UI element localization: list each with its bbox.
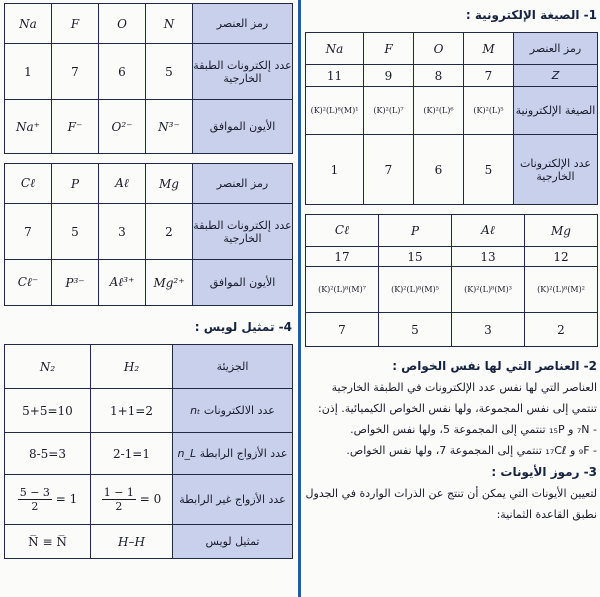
cell: 7 — [306, 313, 379, 347]
cell: N̅ ≡ N̅ — [5, 525, 91, 559]
cell: O²⁻ — [99, 100, 146, 154]
cell: 7 — [464, 65, 514, 87]
cell: 5+5=10 — [5, 389, 91, 433]
row-label: الأيون الموافق — [193, 100, 293, 154]
cell: Mg — [146, 164, 193, 204]
section-2-heading: 2- العناصر التي لها نفس الخواص : — [392, 359, 597, 373]
numerator: 1 − 1 — [103, 486, 134, 499]
cell: Aℓ — [99, 164, 146, 204]
cell: 1 — [5, 44, 52, 100]
column-divider — [298, 0, 301, 597]
section-2-paragraph: العناصر التي لها نفس عدد الإلكترونات في الطبقة الخارجية تنتمي إلى نفس المجموعة، ولها نفس الخواص الكيميائية. إذن: — [318, 381, 597, 415]
section-2-line-1: - ₇N و ₁₅P تنتمي إلى المجموعة 5، ولها نفس الخواص. — [350, 423, 597, 436]
electron-formula-table-b — [305, 214, 598, 347]
cell: M — [464, 33, 514, 65]
cell: 7 — [5, 204, 52, 260]
cell — [91, 475, 173, 525]
lewis-table — [4, 344, 293, 559]
cell — [5, 475, 91, 525]
cell: 2 — [146, 204, 193, 260]
cell: N³⁻ — [146, 100, 193, 154]
cell: 13 — [452, 247, 525, 267]
left-column — [4, 3, 292, 559]
n2-header: N₂ — [5, 345, 91, 389]
cell: 12 — [525, 247, 598, 267]
cell: 7 — [52, 44, 99, 100]
cell: (K)²(L)⁸(M)⁵ — [379, 267, 452, 313]
cell: 15 — [379, 247, 452, 267]
cell: 9 — [364, 65, 414, 87]
row-label: رمز العنصر — [514, 33, 598, 65]
fraction — [18, 486, 52, 513]
h2-header: H₂ — [91, 345, 173, 389]
result: = 0 — [139, 492, 162, 506]
row-label: الأيون الموافق — [193, 260, 293, 306]
symbol: nₜ — [190, 404, 201, 417]
cell: 8 — [414, 65, 464, 87]
cell: Cℓ — [306, 215, 379, 247]
cell: Na⁺ — [5, 100, 52, 154]
result: = 1 — [55, 492, 78, 506]
cell: 3 — [452, 313, 525, 347]
cell: 2 — [525, 313, 598, 347]
cell: Mg — [525, 215, 598, 247]
row-label: تمثيل لويس — [173, 525, 293, 559]
row-label — [173, 389, 293, 433]
row-label: Z — [514, 65, 598, 87]
cell: 6 — [414, 135, 464, 205]
cell: (K)²(L)⁵ — [464, 87, 514, 135]
numerator: 5 − 3 — [19, 486, 50, 499]
ion-table-2 — [4, 163, 293, 306]
cell: F — [52, 4, 99, 44]
right-column — [305, 3, 597, 525]
cell: 1+1=2 — [91, 389, 173, 433]
row-label: عدد إلكترونات الطبقة الخارجية — [193, 44, 293, 100]
cell: 2-1=1 — [91, 433, 173, 475]
cell: (K)²(L)⁸(M)¹ — [306, 87, 364, 135]
cell: (K)²(L)⁶ — [414, 87, 464, 135]
electron-formula-table-a — [305, 32, 598, 205]
label-text: عدد الأزواج الرابطة — [199, 447, 288, 460]
denominator: 2 — [31, 500, 39, 513]
cell: 5 — [146, 44, 193, 100]
cell: 6 — [99, 44, 146, 100]
label-text: عدد الالكترونات — [203, 404, 275, 417]
cell: 5 — [52, 204, 99, 260]
cell: (K)²(L)⁸(M)² — [525, 267, 598, 313]
cell: (K)²(L)⁸(M)³ — [452, 267, 525, 313]
row-label: الصيغة الإلكترونية — [514, 87, 598, 135]
cell: F — [364, 33, 414, 65]
cell: F⁻ — [52, 100, 99, 154]
cell: 7 — [364, 135, 414, 205]
cell: Cℓ — [5, 164, 52, 204]
section-4-heading: 4- تمثيل لويس : — [194, 320, 292, 334]
cell: 5 — [464, 135, 514, 205]
fraction — [102, 486, 136, 513]
cell: N — [146, 4, 193, 44]
section-3-heading: 3- رموز الأيونات : — [491, 465, 597, 479]
cell: Mg²⁺ — [146, 260, 193, 306]
row-label: عدد إلكترونات الطبقة الخارجية — [193, 204, 293, 260]
cell: O — [414, 33, 464, 65]
row-label — [173, 433, 293, 475]
row-label: رمز العنصر — [193, 4, 293, 44]
cell: 17 — [306, 247, 379, 267]
cell: P — [52, 164, 99, 204]
cell: Na — [5, 4, 52, 44]
row-label: الجزيئة — [173, 345, 293, 389]
cell: O — [99, 4, 146, 44]
section-1-heading: 1- الصيغة الإلكترونية : — [465, 8, 597, 22]
cell: H–H — [91, 525, 173, 559]
cell: (K)²(L)⁸(M)⁷ — [306, 267, 379, 313]
cell: 11 — [306, 65, 364, 87]
cell: 5 — [379, 313, 452, 347]
section-2-line-2: - ₉F و ₁₇Cℓ تنتمي إلى المجموعة 7، ولها نفس الخواص. — [346, 444, 597, 457]
cell: Aℓ — [452, 215, 525, 247]
cell: 1 — [306, 135, 364, 205]
symbol: n_L — [177, 447, 197, 460]
cell: (K)²(L)⁷ — [364, 87, 414, 135]
cell: Na — [306, 33, 364, 65]
cell: Cℓ⁻ — [5, 260, 52, 306]
cell: P — [379, 215, 452, 247]
cell: Aℓ³⁺ — [99, 260, 146, 306]
cell: P³⁻ — [52, 260, 99, 306]
row-label: رمز العنصر — [193, 164, 293, 204]
row-label: عدد الأزواج غير الرابطة — [173, 475, 293, 525]
section-3-paragraph: لتعيين الأيونات التي يمكن أن تنتج عن الذرات الواردة في الجدول نطبق القاعدة الثمانية: — [305, 487, 597, 521]
cell: 3 — [99, 204, 146, 260]
ion-table-1 — [4, 3, 293, 154]
row-label: عدد الإلكترونات الخارجية — [514, 135, 598, 205]
cell: 8-5=3 — [5, 433, 91, 475]
denominator: 2 — [115, 500, 123, 513]
